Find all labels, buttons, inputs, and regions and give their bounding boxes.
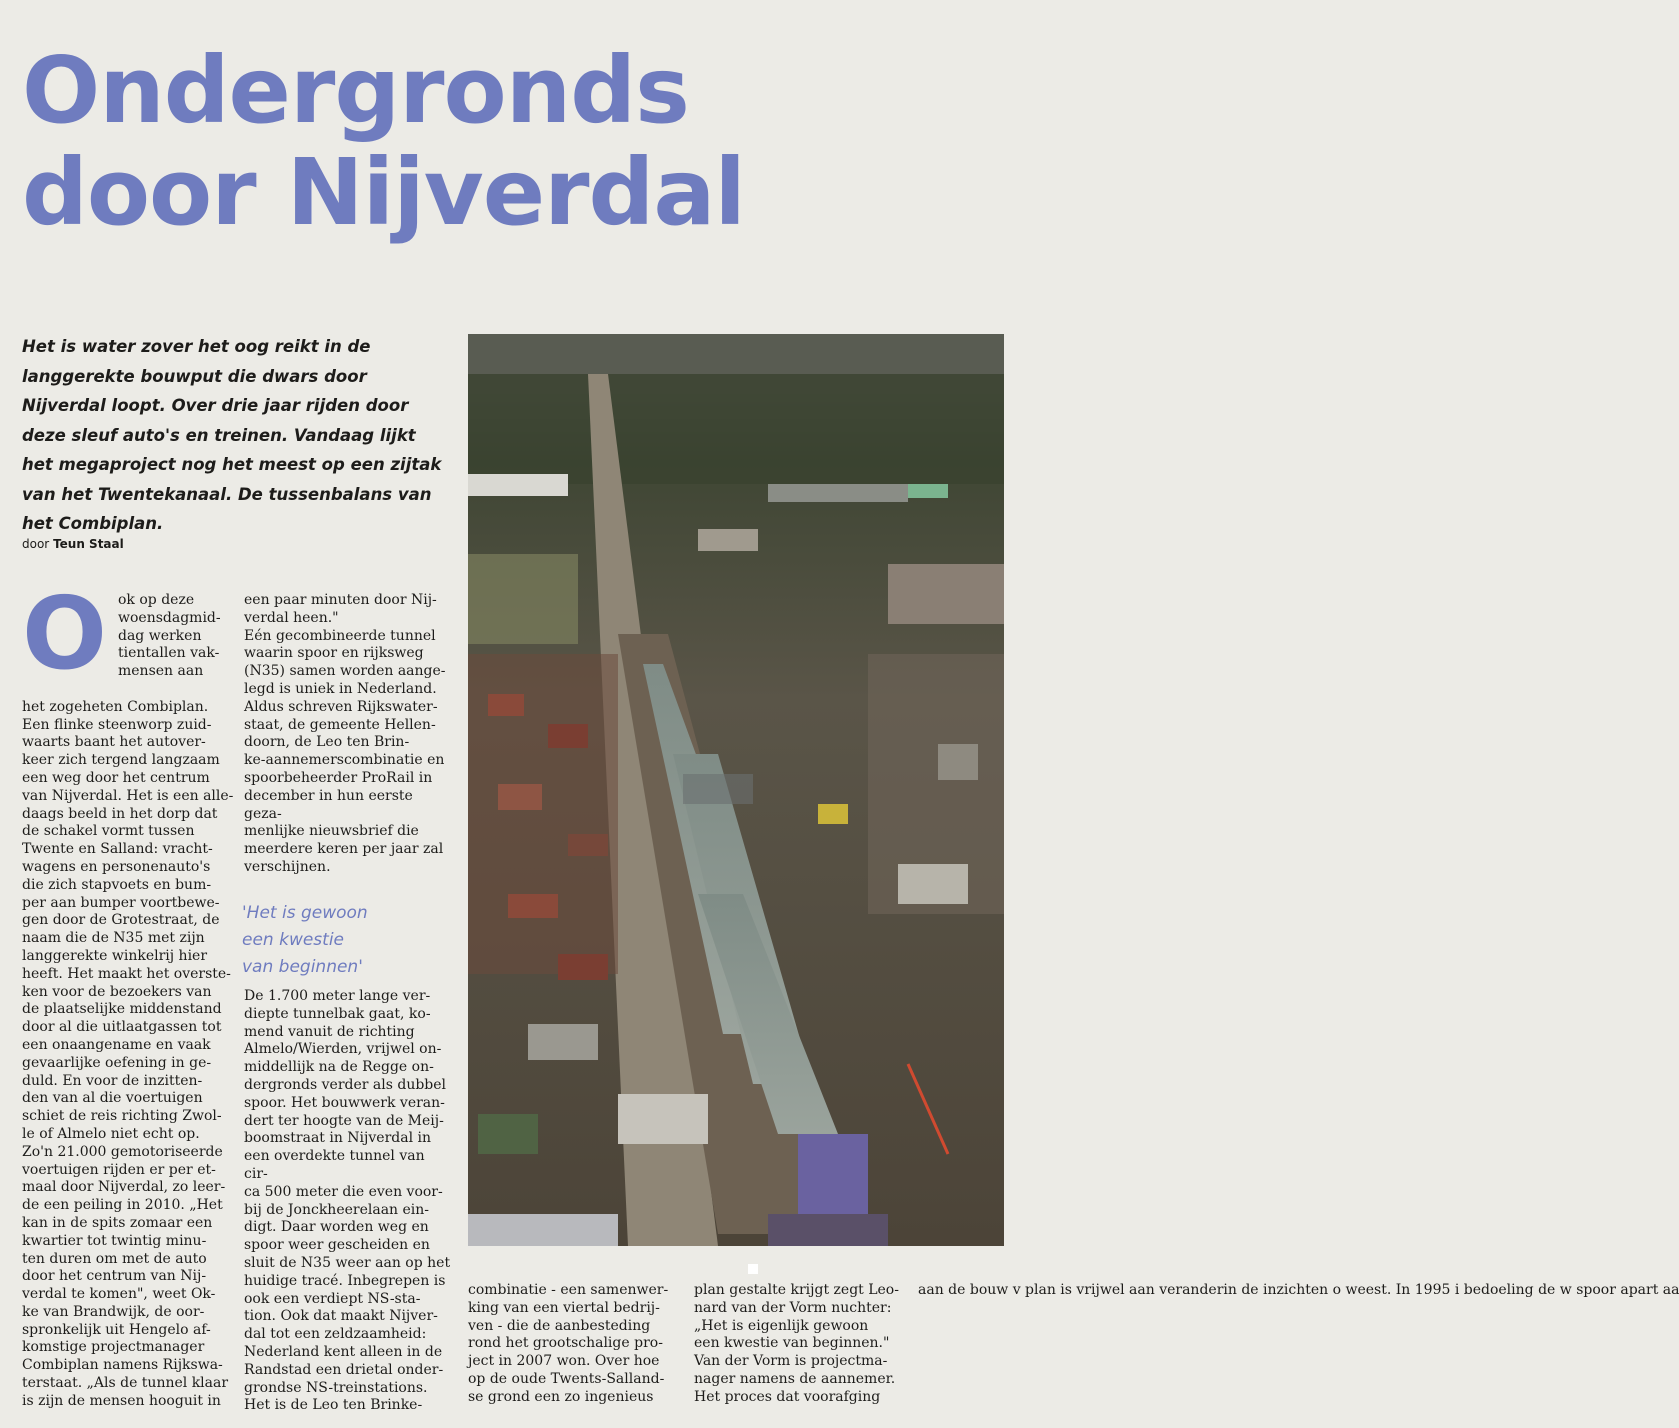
body-column-1: [22, 575, 234, 1428]
body-column-1-text: het zogeheten Combiplan. Een flinke steenworp zuid- waarts baant het autover- keer zich tergend langzaam een weg door het centrum van Nijverdal. Het is een alle- daags beeld in het dorp dat de schakel vormt tussen Twente en Salland: vracht- wagens en personenauto's die zich stapvoets en bum- per aan bumper voortbewe- gen door de Grotestraat, de naam die de N35 met zijn langgerekte winkelrij hier heeft. Het maakt het overste- ken voor de bezoekers van de plaatselijke middenstand door al die uitlaatgassen tot een onaangename en vaak gevaarlijke oefening in ge- duld. En voor de inzitten- den van al die voertuigen schiet de reis richting Zwol- le of Almelo niet echt op. Zo'n 21.000 gemotoriseerde voertuigen rijden er per et- maal door Nijverdal, zo leer- de een peiling in 2010. „Het kan in de spits zomaar een kwartier tot twintig minu- ten duren om met de auto door het centrum van Nij- verdal te komen", weet Ok- ke van Brandwijk, de oor- spronkelijk uit Hengelo af- komstige projectmanager Combiplan namens Rijkswa- terstaat. „Als de tunnel klaar is zijn de mensen hooguit in: [22, 698, 234, 1409]
body-column-5: aan de bouw v plan is vrijwel aan veranderin de inzichten o weest. In 1995 i bedoeling de w spoor apart aa: [918, 1282, 1679, 1298]
byline-author: Teun Staal: [53, 537, 124, 551]
headline-line-2: door Nijverdal: [22, 139, 745, 246]
headline: [22, 37, 922, 246]
headline-line-1: Ondergronds: [22, 37, 689, 144]
pull-quote: 'Het is gewoon een kwestie van beginnen': [242, 903, 368, 977]
lead-paragraph: Het is water zover het oog reikt in de langgerekte bouwput die dwars door Nijverdal loopt. Over drie jaar rijden door deze sleuf auto's en treinen. Vandaag lijkt het megaproject nog het meest op een zijtak van het Twentekanaal. De tussenbalans van het Combiplan.: [22, 337, 442, 533]
body-column-2-bottom: De 1.700 meter lange ver- diepte tunnelbak gaat, ko- mend vanuit de richting Almelo/Wierden, vrijwel on- middellijk na de Regge on- dergronds verder als dubbel spoor. Het bouwwerk veran- dert ter hoogte van de Meij- boomstraat in Nijverdal in een overdekte tunnel van cir- ca 500 meter die even voor- bij de Jonckheerelaan ein- digt. Daar worden weg en spoor weer gescheiden en sluit de N35 weer aan op het huidige tracé. Inbegrepen is ook een verdiept NS-sta- tion. Ook dat maakt Nijver- dal tot een zeldzaamheid: Nederland kent alleen in de Randstad een drietal onder- grondse NS-treinstations. Het is de Leo ten Brinke-: [244, 988, 451, 1414]
aerial-photo-illustration: [468, 334, 1004, 1246]
body-column-2-top: een paar minuten door Nij- verdal heen." Eén gecombineerde tunnel waarin spoor en rijksweg (N35) samen worden aange- legd is uniek in Nederland. Aldus schreven Rijkswater- staat, de gemeente Hellen- doorn, de Leo ten Brin- ke-aannemerscombinatie en spoorbeheerder ProRail in december in hun eerste geza- menlijke nieuwsbrief die meerdere keren per jaar zal verschijnen.: [244, 592, 446, 875]
byline: [22, 537, 124, 551]
byline-prefix: door: [22, 537, 50, 551]
body-column-4: plan gestalte krijgt zegt Leo- nard van der Vorm nuchter: „Het is eigenlijk gewoon een kwestie van beginnen." Van der Vorm is projectma- nager namens de aannemer. Het proces dat voorafging: [694, 1282, 899, 1405]
body-column-3: combinatie - een samenwer- king van een viertal bedrij- ven - die de aanbesteding rond het grootschalige pro- ject in 2007 won. Over hoe op de oude Twents-Salland- se grond een zo ingenieus: [468, 1282, 669, 1405]
body-column-1-opening: ok op deze woensdagmid- dag werken tientallen vak- mensen aan: [118, 592, 221, 680]
drop-cap: O: [22, 575, 108, 692]
aerial-photo: [468, 334, 1004, 1246]
